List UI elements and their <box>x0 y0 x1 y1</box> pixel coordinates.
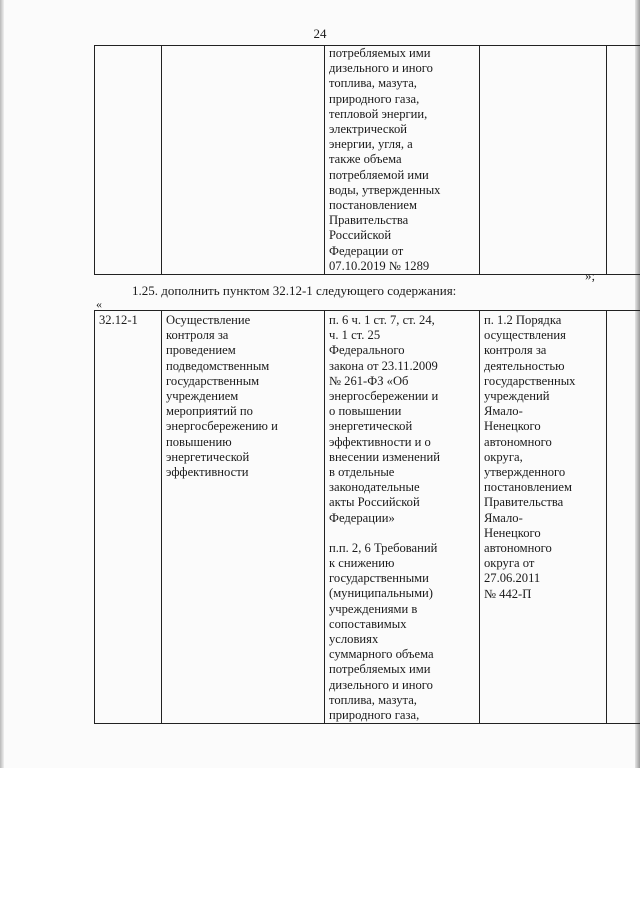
new-item-table <box>94 310 640 724</box>
table-row <box>95 311 640 724</box>
scan-shadow-left <box>0 0 4 768</box>
table-cell-extra <box>607 311 640 724</box>
paragraph-gap <box>329 526 475 541</box>
table-cell-description <box>162 46 325 275</box>
legal-basis-federal-law: п. 6 ч. 1 ст. 7, ст. 24, ч. 1 ст. 25 Федерального закона от 23.11.2009 № 261-ФЗ «Об энергосбережении и о повышении энергетической эффективности и о внесении изменений в отдельные законодательные акты Российской Федерации» <box>329 313 440 525</box>
closing-quote-mark: »; <box>585 268 596 283</box>
item-description: Осуществление контроля за проведением подведомственным государственным учреждением мероприятий по энергосбережению и повышению энергетической эффективности <box>166 313 278 480</box>
amendment-instruction: 1.25. дополнить пунктом 32.12-1 следующего содержания: <box>132 283 457 298</box>
table-cell-number <box>95 46 162 275</box>
table-cell-description <box>162 311 325 724</box>
table-cell-regional-basis <box>480 311 607 724</box>
table-cell-number <box>95 311 162 724</box>
table-cell-extra <box>607 46 640 275</box>
regional-basis-text: п. 1.2 Порядка осуществления контроля за деятельностью государственных учреждений Ямало- Ненецкого автономного округа, утвержденного постановлением Правительства Ямало- Ненецкого автономного округа от 27.06.2011 № 442-П <box>484 313 576 601</box>
legal-basis-text: потребляемых ими дизельного и иного топлива, мазута, природного газа, тепловой энергии, электрической энергии, угля, а также объема потребляемой ими воды, утвержденных постановлением Правительства Российской Федерации от 07.10.2019 № 1289 <box>329 46 441 273</box>
table-row <box>95 46 640 275</box>
legal-basis-requirements: п.п. 2, 6 Требований к снижению государственными (муниципальными) учреждениями в сопоставимых условиях суммарного объема потребляемых ими дизельного и иного топлива, мазута, природного газа, <box>329 540 438 723</box>
item-number: 32.12-1 <box>99 313 138 327</box>
opening-quote-mark: « <box>96 297 102 311</box>
table-cell-legal-basis <box>325 311 480 724</box>
table-cell-legal-basis <box>325 46 480 275</box>
continuation-table <box>94 45 640 275</box>
table-cell-regional-basis <box>480 46 607 275</box>
page-number: 24 <box>313 26 327 41</box>
